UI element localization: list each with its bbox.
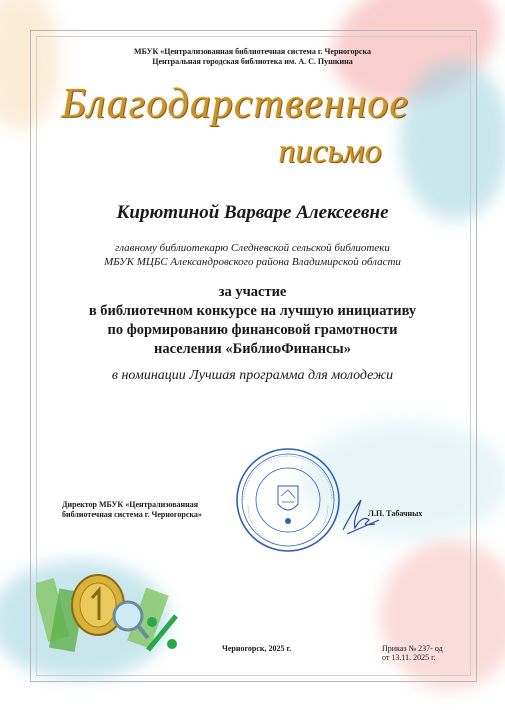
order-date: от 13.11. 2025 г.: [382, 653, 436, 662]
award-line-2: в библиотечном конкурсе на лучшую инициативу: [88, 303, 417, 319]
order-number: Приказ № 237- од: [382, 644, 443, 653]
organization-line-1: МБУК «Централизованная библиотечная система г. Черногорска: [134, 47, 371, 56]
coin-percent-illustration: [36, 560, 186, 660]
director-title-line-2: библиотечная система г. Черногорска»: [62, 510, 202, 519]
organization-line-2: Центральная городская библиотека им. А. С. Пушкина: [152, 57, 353, 66]
director-title-line-1: Директор МБУК «Централизованная: [62, 500, 199, 509]
award-nomination: в номинации Лучшая программа для молодежи: [111, 368, 394, 383]
recipient-position-line-2: МБУК МЦБС Александровского района Владимирской области: [104, 256, 401, 268]
signer-name: Л.П. Табачных: [368, 509, 423, 518]
document-title: Благодарственное: [61, 81, 409, 127]
award-line-4: населения «БиблиоФинансы»: [154, 341, 351, 357]
official-seal-stamp: [234, 446, 342, 554]
document-title-second-line: письмо: [278, 133, 382, 170]
city-and-year: Черногорск, 2025 г.: [222, 644, 292, 653]
recipient-name: Кирютиной Варваре Алексеевне: [116, 202, 389, 223]
recipient-position-line-1: главному библиотекарю Следневской сельской библиотеки: [115, 242, 390, 254]
award-line-1: за участие: [218, 284, 287, 300]
award-line-3: по формированию финансовой грамотности: [107, 322, 398, 338]
